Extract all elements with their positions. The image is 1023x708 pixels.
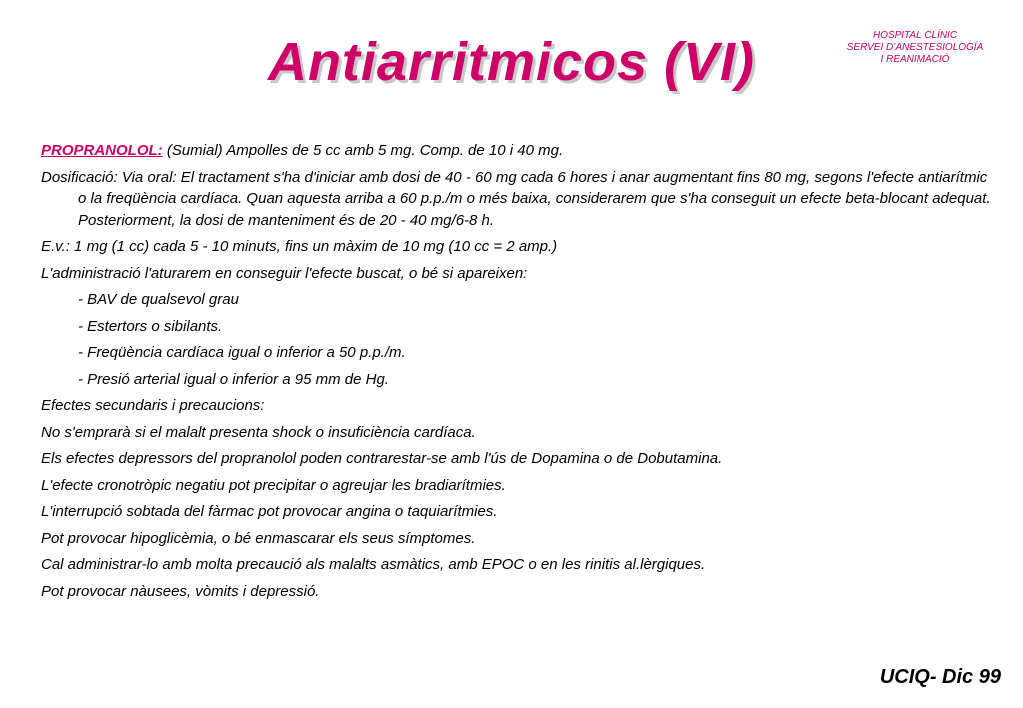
side-effect-item: L'interrupció sobtada del fàrmac pot provocar angina o taquiarítmies.: [41, 503, 498, 521]
slide-footer: UCIQ- Dic 99: [879, 666, 1001, 688]
stop-condition-item: - Estertors o sibilants.: [78, 317, 223, 335]
side-effect-item: Pot provocar nàusees, vòmits i depressió.: [41, 582, 320, 600]
side-effect-item: Els efectes depressors del propranolol poden contrarestar-se amb l'ús de Dopamina o de Dobutamina.: [41, 450, 723, 468]
dosage-paragraph: Dosificació: Via oral: El tractament s'ha d'iniciar amb dosi de 40 - 60 mg cada 6 hores i anar augmentant fins 80 mg, segons l'efecte antiarítmic o la freqüència cardíaca. Quan aquesta arriba a 60 p.p./m o més baixa, considerarem que s'ha conseguit un efecte beta-blocant adequat. Posteriorment, la dosi de manteniment és de 20 - 40 mg/6-8 h.: [41, 168, 991, 229]
side-effects-heading: Efectes secundaris i precaucions:: [41, 397, 265, 415]
side-effect-item: Cal administrar-lo amb molta precaució als malalts asmàtics, amb EPOC o en les rinitis al.lèrgiques.: [41, 556, 706, 574]
institution-line-1: HOSPITAL CLÍNIC: [872, 30, 958, 41]
stop-condition-item: - Freqüència cardíaca igual o inferior a 50 p.p./m.: [78, 344, 406, 362]
slide-title: Antiarritmicos (VI): [267, 32, 756, 92]
slide-content: [41, 140, 993, 607]
stop-condition-item: - Presió arterial igual o inferior a 95 mm de Hg.: [78, 370, 389, 388]
side-effect-item: No s'emprarà si el malalt presenta shock o insuficiència cardíaca.: [41, 423, 476, 441]
stop-conditions-paragraph: L'administració l'aturarem en conseguir l'efecte buscat, o bé si apareixen:: [41, 264, 528, 282]
institution-line-2: SERVEI D’ANESTESIOLOGÍA: [846, 42, 984, 53]
side-effect-item: Pot provocar hipoglicèmia, o bé enmascarar els seus símptomes.: [41, 529, 476, 547]
drug-name: PROPRANOLOL:: [41, 142, 163, 159]
institution-line-3: I REANIMACIÓ: [880, 54, 950, 65]
drug-description: (Sumial) Ampolles de 5 cc amb 5 mg. Comp. de 10 i 40 mg.: [162, 142, 564, 159]
side-effect-item: L'efecte cronotròpic negatiu pot precipitar o agreujar les bradiarítmies.: [41, 476, 506, 494]
drug-line: [41, 140, 993, 162]
iv-dosage-paragraph: E.v.: 1 mg (1 cc) cada 5 - 10 minuts, fins un màxim de 10 mg (10 cc = 2 amp.): [41, 238, 558, 256]
institution-header: [820, 30, 1010, 66]
stop-condition-item: - BAV de qualsevol grau: [78, 291, 239, 309]
